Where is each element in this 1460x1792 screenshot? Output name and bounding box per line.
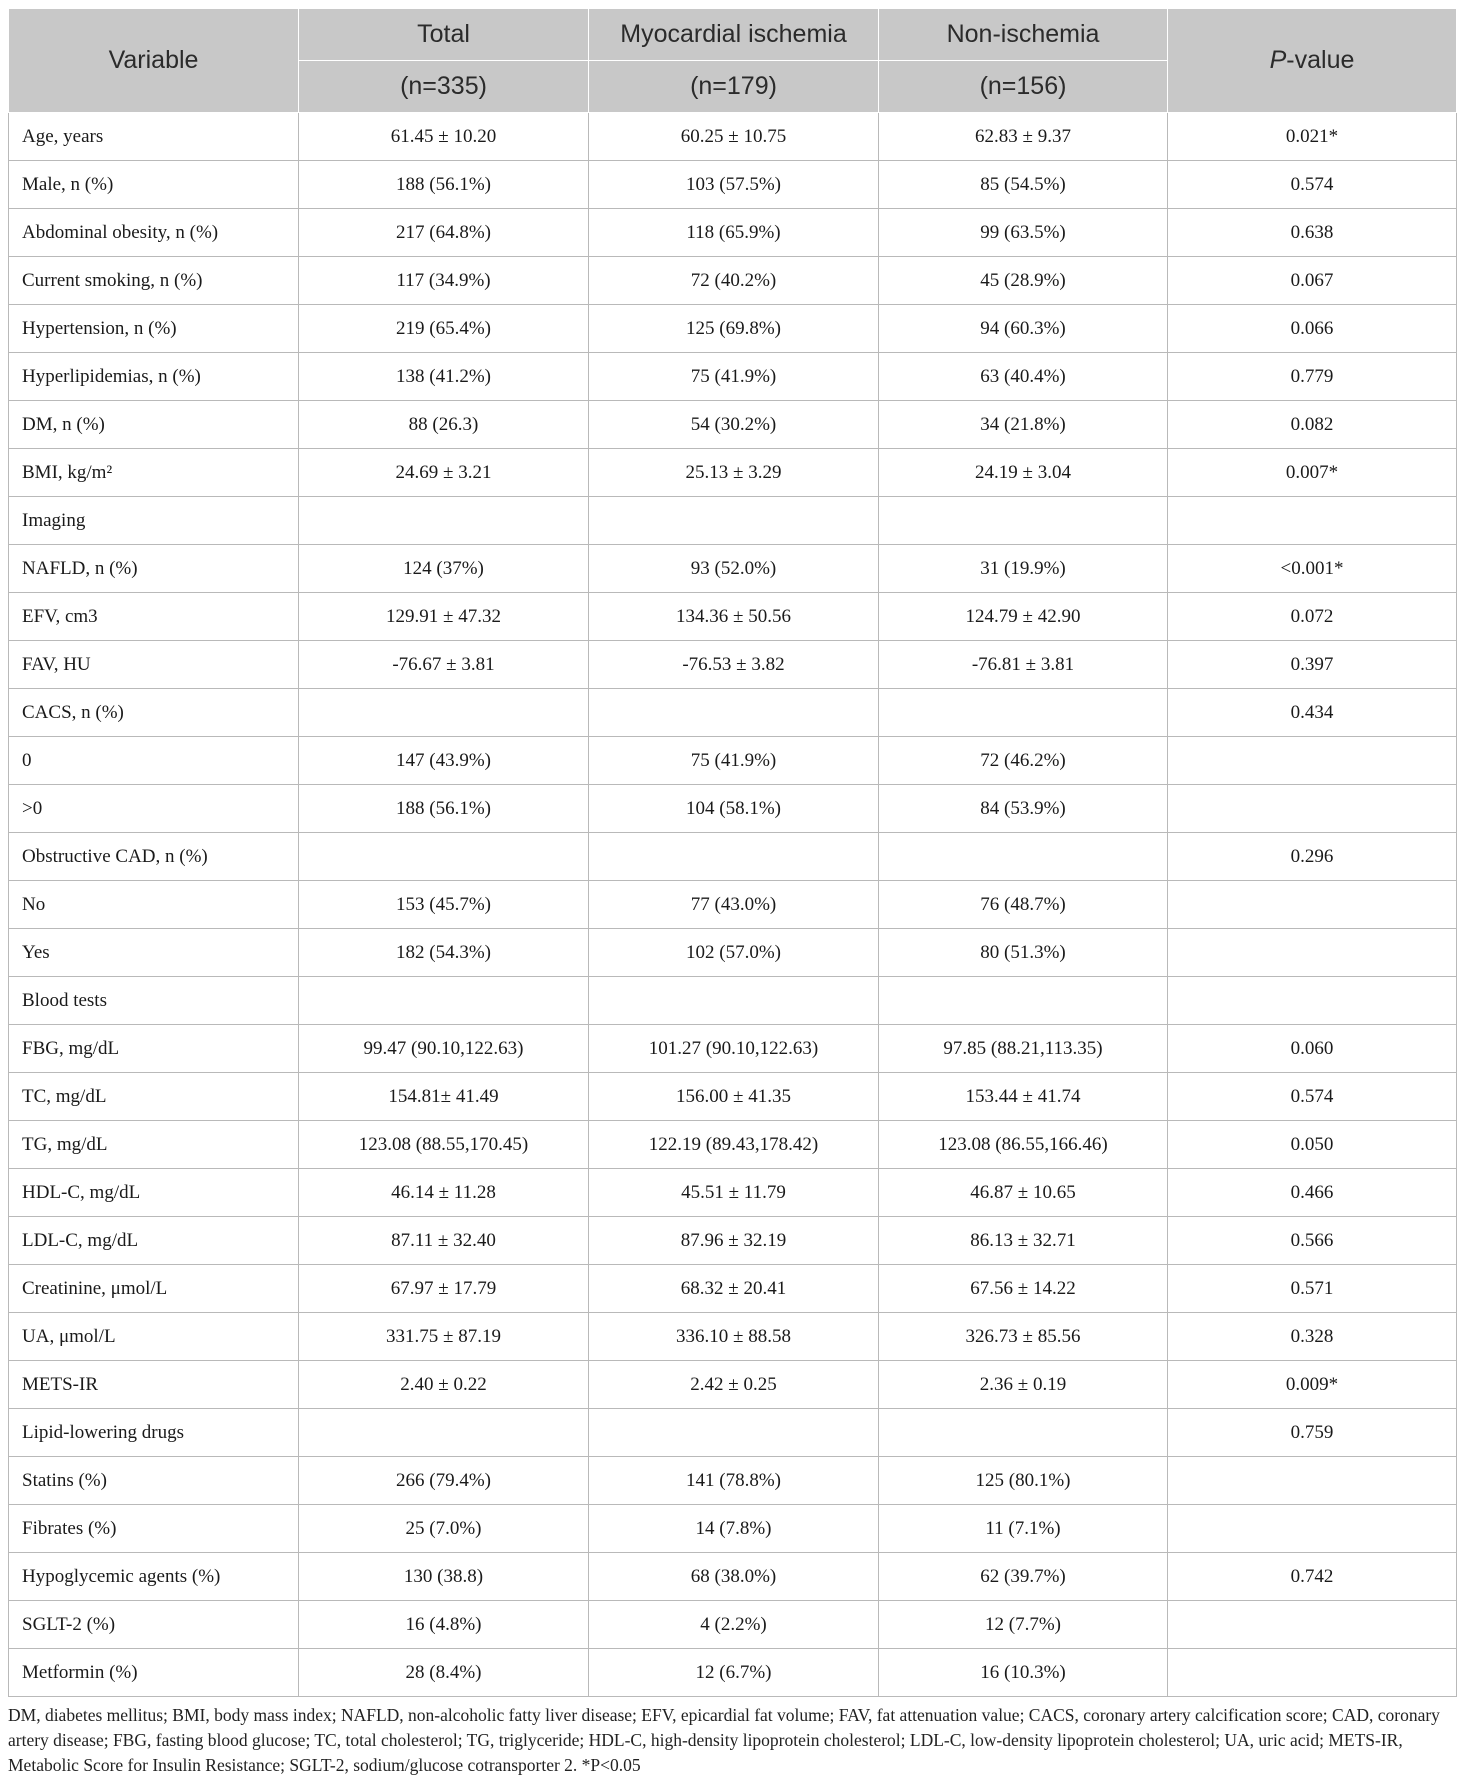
cell-ischemia: 68 (38.0%) xyxy=(589,1553,879,1601)
cell-pvalue xyxy=(1168,497,1457,545)
table-row xyxy=(9,1265,1457,1313)
cell-variable: Obstructive CAD, n (%) xyxy=(9,833,299,881)
cell-variable: UA, μmol/L xyxy=(9,1313,299,1361)
cell-pvalue: 0.296 xyxy=(1168,833,1457,881)
cell-variable: Metformin (%) xyxy=(9,1649,299,1697)
table-footnote: DM, diabetes mellitus; BMI, body mass index; NAFLD, non-alcoholic fatty liver disease; EFV, epicardial fat volume; FAV, fat attenuation value; CACS, coronary artery calcification score; CAD, coronary artery disease; FBG, fasting blood glucose; TC, total cholesterol; TG, triglyceride; HDL-C, high-density lipoprotein cholesterol; LDL-C, low-density lipoprotein cholesterol; UA, uric acid; METS-IR, Metabolic Score for Insulin Resistance; SGLT-2, sodium/glucose cotransporter 2. *P<0.05 xyxy=(8,1705,1440,1775)
cell-pvalue xyxy=(1168,977,1457,1025)
header-variable: Variable xyxy=(9,9,299,113)
cell-pvalue: <0.001* xyxy=(1168,545,1457,593)
cell-pvalue xyxy=(1168,929,1457,977)
cell-variable: Lipid-lowering drugs xyxy=(9,1409,299,1457)
table-row xyxy=(9,1409,1457,1457)
cell-non-ischemia: 2.36 ± 0.19 xyxy=(879,1361,1168,1409)
cell-variable: NAFLD, n (%) xyxy=(9,545,299,593)
cell-ischemia: 75 (41.9%) xyxy=(589,353,879,401)
cell-total: 61.45 ± 10.20 xyxy=(299,113,589,161)
cell-ischemia: 102 (57.0%) xyxy=(589,929,879,977)
cell-total xyxy=(299,689,589,737)
cell-pvalue xyxy=(1168,1649,1457,1697)
cell-pvalue: 0.574 xyxy=(1168,1073,1457,1121)
cell-non-ischemia: 16 (10.3%) xyxy=(879,1649,1168,1697)
cell-non-ischemia: 99 (63.5%) xyxy=(879,209,1168,257)
cell-non-ischemia: 85 (54.5%) xyxy=(879,161,1168,209)
cell-total: 182 (54.3%) xyxy=(299,929,589,977)
cell-ischemia: 2.42 ± 0.25 xyxy=(589,1361,879,1409)
cell-non-ischemia xyxy=(879,689,1168,737)
cell-total: 123.08 (88.55,170.45) xyxy=(299,1121,589,1169)
cell-ischemia: 60.25 ± 10.75 xyxy=(589,113,879,161)
cell-pvalue: 0.060 xyxy=(1168,1025,1457,1073)
cell-pvalue: 0.050 xyxy=(1168,1121,1457,1169)
cell-ischemia: 93 (52.0%) xyxy=(589,545,879,593)
cell-ischemia: 45.51 ± 11.79 xyxy=(589,1169,879,1217)
cell-variable: DM, n (%) xyxy=(9,401,299,449)
table-row xyxy=(9,1457,1457,1505)
table-row xyxy=(9,353,1457,401)
cell-non-ischemia: 62 (39.7%) xyxy=(879,1553,1168,1601)
cell-pvalue: 0.066 xyxy=(1168,305,1457,353)
cell-ischemia: 118 (65.9%) xyxy=(589,209,879,257)
cell-variable: Statins (%) xyxy=(9,1457,299,1505)
cell-total: 99.47 (90.10,122.63) xyxy=(299,1025,589,1073)
table-row xyxy=(9,1121,1457,1169)
cell-variable: FAV, HU xyxy=(9,641,299,689)
cell-pvalue: 0.082 xyxy=(1168,401,1457,449)
cell-total xyxy=(299,833,589,881)
cell-variable: METS-IR xyxy=(9,1361,299,1409)
cell-non-ischemia: 123.08 (86.55,166.46) xyxy=(879,1121,1168,1169)
cell-ischemia: 14 (7.8%) xyxy=(589,1505,879,1553)
cell-total: 331.75 ± 87.19 xyxy=(299,1313,589,1361)
cell-non-ischemia: 86.13 ± 32.71 xyxy=(879,1217,1168,1265)
cell-total: 117 (34.9%) xyxy=(299,257,589,305)
cell-variable: FBG, mg/dL xyxy=(9,1025,299,1073)
cell-non-ischemia xyxy=(879,497,1168,545)
cell-pvalue xyxy=(1168,1457,1457,1505)
cell-ischemia: 77 (43.0%) xyxy=(589,881,879,929)
cell-variable: Current smoking, n (%) xyxy=(9,257,299,305)
cell-variable: TC, mg/dL xyxy=(9,1073,299,1121)
cell-non-ischemia: 34 (21.8%) xyxy=(879,401,1168,449)
cell-pvalue: 0.638 xyxy=(1168,209,1457,257)
cell-pvalue: 0.007* xyxy=(1168,449,1457,497)
cell-total xyxy=(299,977,589,1025)
table-row xyxy=(9,113,1457,161)
pvalue-suffix: -value xyxy=(1286,46,1355,74)
table-header xyxy=(9,9,1457,113)
cell-non-ischemia: 153.44 ± 41.74 xyxy=(879,1073,1168,1121)
cell-non-ischemia: 97.85 (88.21,113.35) xyxy=(879,1025,1168,1073)
header-non-ischemia: Non-ischemia xyxy=(879,9,1168,61)
cell-total: 188 (56.1%) xyxy=(299,785,589,833)
cell-non-ischemia: 11 (7.1%) xyxy=(879,1505,1168,1553)
cell-ischemia: 336.10 ± 88.58 xyxy=(589,1313,879,1361)
cell-non-ischemia: 326.73 ± 85.56 xyxy=(879,1313,1168,1361)
table-row xyxy=(9,1313,1457,1361)
table-row xyxy=(9,545,1457,593)
cell-ischemia: 103 (57.5%) xyxy=(589,161,879,209)
cell-pvalue: 0.779 xyxy=(1168,353,1457,401)
cell-pvalue: 0.397 xyxy=(1168,641,1457,689)
table-row xyxy=(9,737,1457,785)
cell-non-ischemia: 94 (60.3%) xyxy=(879,305,1168,353)
cell-non-ischemia: 124.79 ± 42.90 xyxy=(879,593,1168,641)
table-row xyxy=(9,257,1457,305)
cell-variable: Creatinine, μmol/L xyxy=(9,1265,299,1313)
cell-total: 28 (8.4%) xyxy=(299,1649,589,1697)
cell-variable: Imaging xyxy=(9,497,299,545)
table-row xyxy=(9,1361,1457,1409)
cell-ischemia xyxy=(589,689,879,737)
cell-non-ischemia: 46.87 ± 10.65 xyxy=(879,1169,1168,1217)
cell-ischemia: 54 (30.2%) xyxy=(589,401,879,449)
cell-variable: LDL-C, mg/dL xyxy=(9,1217,299,1265)
table-row xyxy=(9,977,1457,1025)
cell-ischemia: 141 (78.8%) xyxy=(589,1457,879,1505)
cell-ischemia: 134.36 ± 50.56 xyxy=(589,593,879,641)
header-total: Total xyxy=(299,9,589,61)
cell-total: 153 (45.7%) xyxy=(299,881,589,929)
cell-total: 266 (79.4%) xyxy=(299,1457,589,1505)
cell-variable: Age, years xyxy=(9,113,299,161)
header-ischemia: Myocardial ischemia xyxy=(589,9,879,61)
cell-variable: SGLT-2 (%) xyxy=(9,1601,299,1649)
cell-ischemia xyxy=(589,977,879,1025)
cell-total: 219 (65.4%) xyxy=(299,305,589,353)
cell-ischemia: 122.19 (89.43,178.42) xyxy=(589,1121,879,1169)
cell-total: 129.91 ± 47.32 xyxy=(299,593,589,641)
cell-ischemia xyxy=(589,497,879,545)
table-container xyxy=(8,8,1456,1778)
table-row xyxy=(9,1025,1457,1073)
cell-pvalue xyxy=(1168,881,1457,929)
cell-total xyxy=(299,1409,589,1457)
table-row xyxy=(9,641,1457,689)
cell-pvalue xyxy=(1168,737,1457,785)
cell-variable: EFV, cm3 xyxy=(9,593,299,641)
baseline-characteristics-table xyxy=(8,8,1457,1697)
table-row xyxy=(9,161,1457,209)
pvalue-italic-p: P xyxy=(1269,46,1287,74)
table-row xyxy=(9,929,1457,977)
table-row xyxy=(9,833,1457,881)
cell-non-ischemia: 72 (46.2%) xyxy=(879,737,1168,785)
header-non-ischemia-n: (n=156) xyxy=(879,61,1168,113)
table-row xyxy=(9,1169,1457,1217)
header-ischemia-n: (n=179) xyxy=(589,61,879,113)
cell-total: 147 (43.9%) xyxy=(299,737,589,785)
cell-pvalue: 0.759 xyxy=(1168,1409,1457,1457)
cell-pvalue: 0.574 xyxy=(1168,161,1457,209)
cell-non-ischemia: 80 (51.3%) xyxy=(879,929,1168,977)
cell-pvalue: 0.328 xyxy=(1168,1313,1457,1361)
cell-pvalue: 0.742 xyxy=(1168,1553,1457,1601)
cell-total: 16 (4.8%) xyxy=(299,1601,589,1649)
cell-ischemia: 104 (58.1%) xyxy=(589,785,879,833)
cell-pvalue: 0.466 xyxy=(1168,1169,1457,1217)
cell-variable: 0 xyxy=(9,737,299,785)
cell-variable: BMI, kg/m² xyxy=(9,449,299,497)
table-row xyxy=(9,1553,1457,1601)
table-row xyxy=(9,1601,1457,1649)
cell-ischemia: 4 (2.2%) xyxy=(589,1601,879,1649)
table-row xyxy=(9,305,1457,353)
header-total-n: (n=335) xyxy=(299,61,589,113)
table-row xyxy=(9,1073,1457,1121)
cell-pvalue: 0.566 xyxy=(1168,1217,1457,1265)
cell-pvalue xyxy=(1168,1601,1457,1649)
cell-total: 2.40 ± 0.22 xyxy=(299,1361,589,1409)
cell-variable: Abdominal obesity, n (%) xyxy=(9,209,299,257)
cell-variable: Yes xyxy=(9,929,299,977)
cell-ischemia: 75 (41.9%) xyxy=(589,737,879,785)
table-row xyxy=(9,209,1457,257)
cell-variable: No xyxy=(9,881,299,929)
table-row xyxy=(9,689,1457,737)
cell-ischemia: 72 (40.2%) xyxy=(589,257,879,305)
cell-ischemia: 101.27 (90.10,122.63) xyxy=(589,1025,879,1073)
cell-total: 188 (56.1%) xyxy=(299,161,589,209)
cell-variable: Hypertension, n (%) xyxy=(9,305,299,353)
cell-non-ischemia: 24.19 ± 3.04 xyxy=(879,449,1168,497)
cell-non-ischemia: -76.81 ± 3.81 xyxy=(879,641,1168,689)
cell-non-ischemia: 31 (19.9%) xyxy=(879,545,1168,593)
table-row xyxy=(9,497,1457,545)
cell-non-ischemia xyxy=(879,1409,1168,1457)
cell-non-ischemia xyxy=(879,833,1168,881)
table-row xyxy=(9,449,1457,497)
cell-ischemia: 125 (69.8%) xyxy=(589,305,879,353)
cell-pvalue xyxy=(1168,785,1457,833)
table-row xyxy=(9,881,1457,929)
cell-total: 88 (26.3) xyxy=(299,401,589,449)
table-row xyxy=(9,593,1457,641)
cell-ischemia: 68.32 ± 20.41 xyxy=(589,1265,879,1313)
cell-total: 124 (37%) xyxy=(299,545,589,593)
cell-total: 87.11 ± 32.40 xyxy=(299,1217,589,1265)
cell-total: 67.97 ± 17.79 xyxy=(299,1265,589,1313)
cell-non-ischemia: 125 (80.1%) xyxy=(879,1457,1168,1505)
table-row xyxy=(9,1505,1457,1553)
cell-non-ischemia: 67.56 ± 14.22 xyxy=(879,1265,1168,1313)
cell-total: 25 (7.0%) xyxy=(299,1505,589,1553)
cell-pvalue: 0.571 xyxy=(1168,1265,1457,1313)
cell-non-ischemia: 62.83 ± 9.37 xyxy=(879,113,1168,161)
cell-total: 154.81± 41.49 xyxy=(299,1073,589,1121)
cell-pvalue: 0.067 xyxy=(1168,257,1457,305)
cell-ischemia xyxy=(589,833,879,881)
cell-ischemia: 87.96 ± 32.19 xyxy=(589,1217,879,1265)
cell-variable: Hyperlipidemias, n (%) xyxy=(9,353,299,401)
cell-non-ischemia: 76 (48.7%) xyxy=(879,881,1168,929)
cell-non-ischemia: 84 (53.9%) xyxy=(879,785,1168,833)
cell-ischemia xyxy=(589,1409,879,1457)
cell-non-ischemia xyxy=(879,977,1168,1025)
cell-total: 24.69 ± 3.21 xyxy=(299,449,589,497)
cell-variable: >0 xyxy=(9,785,299,833)
cell-pvalue: 0.021* xyxy=(1168,113,1457,161)
cell-pvalue: 0.434 xyxy=(1168,689,1457,737)
header-pvalue xyxy=(1168,9,1457,113)
cell-ischemia: -76.53 ± 3.82 xyxy=(589,641,879,689)
table-body xyxy=(9,113,1457,1697)
cell-variable: TG, mg/dL xyxy=(9,1121,299,1169)
table-row xyxy=(9,1649,1457,1697)
cell-ischemia: 25.13 ± 3.29 xyxy=(589,449,879,497)
cell-total: -76.67 ± 3.81 xyxy=(299,641,589,689)
table-row xyxy=(9,1217,1457,1265)
cell-pvalue: 0.072 xyxy=(1168,593,1457,641)
cell-variable: Male, n (%) xyxy=(9,161,299,209)
cell-variable: HDL-C, mg/dL xyxy=(9,1169,299,1217)
cell-total: 217 (64.8%) xyxy=(299,209,589,257)
cell-pvalue: 0.009* xyxy=(1168,1361,1457,1409)
cell-total: 130 (38.8) xyxy=(299,1553,589,1601)
cell-non-ischemia: 12 (7.7%) xyxy=(879,1601,1168,1649)
cell-total: 138 (41.2%) xyxy=(299,353,589,401)
cell-total xyxy=(299,497,589,545)
cell-total: 46.14 ± 11.28 xyxy=(299,1169,589,1217)
cell-variable: Fibrates (%) xyxy=(9,1505,299,1553)
cell-non-ischemia: 63 (40.4%) xyxy=(879,353,1168,401)
cell-variable: CACS, n (%) xyxy=(9,689,299,737)
cell-pvalue xyxy=(1168,1505,1457,1553)
cell-variable: Hypoglycemic agents (%) xyxy=(9,1553,299,1601)
cell-ischemia: 156.00 ± 41.35 xyxy=(589,1073,879,1121)
cell-ischemia: 12 (6.7%) xyxy=(589,1649,879,1697)
cell-variable: Blood tests xyxy=(9,977,299,1025)
cell-non-ischemia: 45 (28.9%) xyxy=(879,257,1168,305)
table-row xyxy=(9,785,1457,833)
table-row xyxy=(9,401,1457,449)
